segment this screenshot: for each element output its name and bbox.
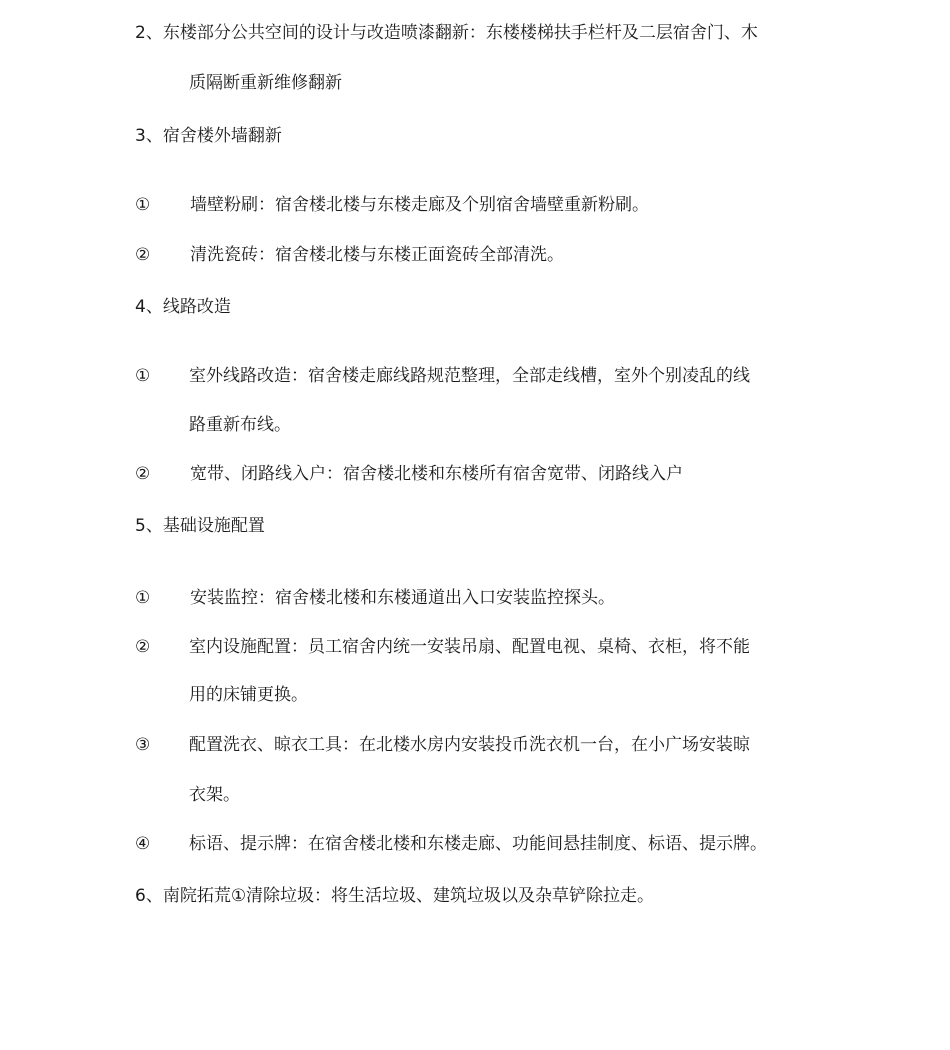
list-item-marker: ② <box>135 245 151 265</box>
list-item-marker: ④ <box>135 834 151 854</box>
section-4-heading: 4、线路改造 <box>135 297 231 317</box>
list-item-marker: ① <box>135 195 151 215</box>
list-item-marker: ② <box>135 637 151 657</box>
section-6-heading: 6、南院拓荒①清除垃圾：将生活垃圾、建筑垃圾以及杂草铲除拉走。 <box>135 886 655 906</box>
list-item-marker: ① <box>135 366 151 386</box>
list-item-text-continuation: 路重新布线。 <box>189 415 291 435</box>
list-item-marker: ② <box>135 464 151 484</box>
list-item-text-continuation: 用的床铺更换。 <box>189 685 308 705</box>
list-item-text: 室内设施配置：员工宿舍内统一安装吊扇、配置电视、桌椅、衣柜，将不能 <box>189 637 750 657</box>
list-item-text: 室外线路改造：宿舍楼走廊线路规范整理，全部走线槽，室外个别凌乱的线 <box>189 366 750 386</box>
section-2-heading-continuation: 质隔断重新维修翻新 <box>189 73 342 93</box>
list-item-text: 宽带、闭路线入户：宿舍楼北楼和东楼所有宿舍宽带、闭路线入户 <box>190 464 683 484</box>
list-item-text-continuation: 衣架。 <box>189 785 240 805</box>
list-item-marker: ① <box>135 588 151 608</box>
list-item-text: 墙壁粉刷：宿舍楼北楼与东楼走廊及个别宿舍墙壁重新粉刷。 <box>190 195 649 215</box>
section-5-heading: 5、基础设施配置 <box>135 516 265 536</box>
list-item-text: 安装监控：宿舍楼北楼和东楼通道出入口安装监控探头。 <box>190 588 615 608</box>
list-item-text: 清洗瓷砖：宿舍楼北楼与东楼正面瓷砖全部清洗。 <box>190 245 564 265</box>
section-2-heading: 2、东楼部分公共空间的设计与改造喷漆翻新：东楼楼梯扶手栏杆及二层宿舍门、木 <box>135 23 758 43</box>
section-3-heading: 3、宿舍楼外墙翻新 <box>135 126 282 146</box>
list-item-marker: ③ <box>135 735 151 755</box>
list-item-text: 标语、提示牌：在宿舍楼北楼和东楼走廊、功能间悬挂制度、标语、提示牌。 <box>189 834 767 854</box>
list-item-text: 配置洗衣、晾衣工具：在北楼水房内安装投币洗衣机一台，在小广场安装晾 <box>189 735 750 755</box>
